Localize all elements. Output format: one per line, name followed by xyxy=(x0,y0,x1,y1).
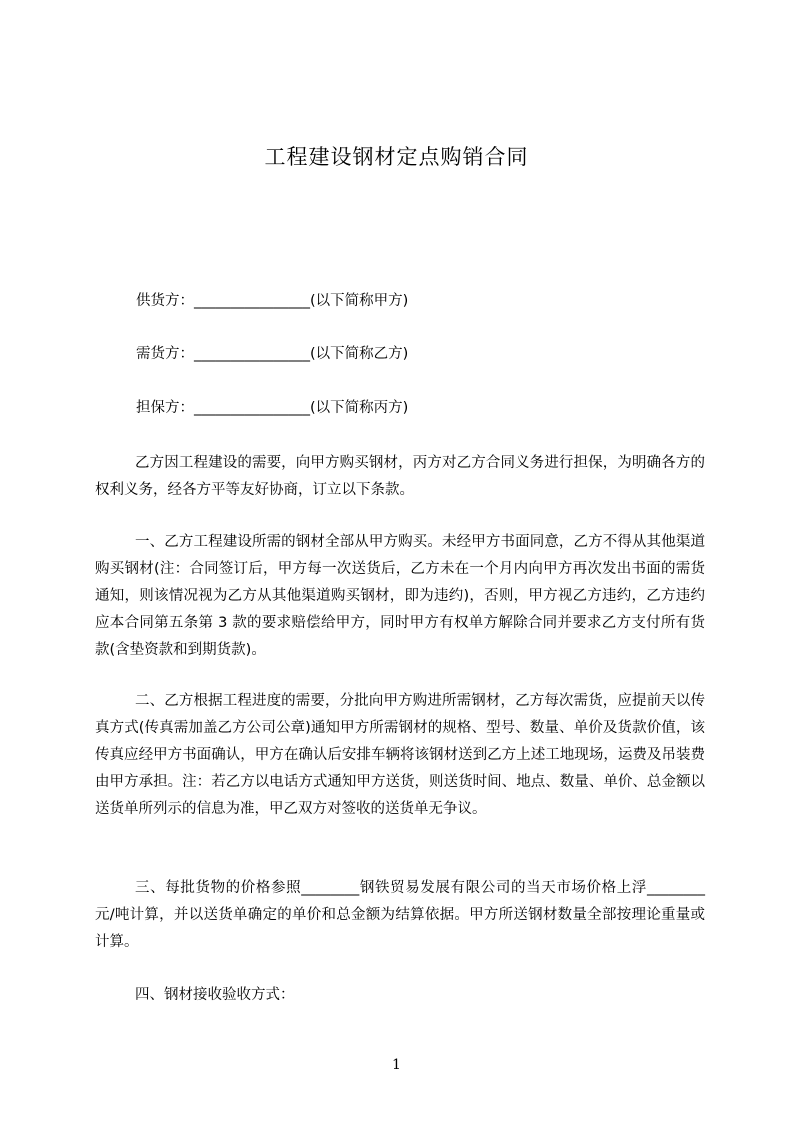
supplier-party-line: 供货方：________________(以下简称甲方) xyxy=(136,293,409,309)
page-number: 1 xyxy=(392,1057,401,1073)
buyer-party-line: 需货方：________________(以下简称乙方) xyxy=(136,346,409,362)
intro-paragraph: 乙方因工程建设的需要，向甲方购买钢材，丙方对乙方合同义务进行担保，为明确各方的权利义务，经各方平等友好协商，订立以下条款。 xyxy=(95,455,705,498)
article-4-heading: 四、钢材接收验收方式： xyxy=(135,987,295,1003)
article-3-paragraph: 三、每批货物的价格参照________钢铁贸易发展有限公司的当天市场价格上浮________元/吨计算，并以送货单确定的单价和总金额为结算依据。甲方所送钢材数量全部按理论重量或计算。 xyxy=(95,880,705,950)
article-1-paragraph: 一、乙方工程建设所需的钢材全部从甲方购买。未经甲方书面同意，乙方不得从其他渠道购买钢材(注：合同签订后，甲方每一次送货后，乙方未在一个月内向甲方再次发出书面的需货通知，则该情况视为乙方从其他渠道购买钢材，即为违约)，否则，甲方视乙方违约，乙方违约应本合同第五条第 3 款的要求赔偿给甲方，同时甲方有权单方解除合同并要求乙方支付所有货款(含垫资款和到期货款)。 xyxy=(95,534,705,658)
article-2-paragraph: 二、乙方根据工程进度的需要，分批向甲方购进所需钢材，乙方每次需货，应提前天以传真方式(传真需加盖乙方公司公章)通知甲方所需钢材的规格、型号、数量、单价及货款价值，该传真应经甲方书面确认，甲方在确认后安排车辆将该钢材送到乙方上述工地现场，运费及吊装费由甲方承担。注：若乙方以电话方式通知甲方送货，则送货时间、地点、数量、单价、总金额以送货单所列示的信息为准，甲乙双方对签收的送货单无争议。 xyxy=(95,693,705,817)
guarantor-party-line: 担保方：________________(以下简称丙方) xyxy=(136,400,409,416)
page-title: 工程建设钢材定点购销合同 xyxy=(264,145,529,169)
